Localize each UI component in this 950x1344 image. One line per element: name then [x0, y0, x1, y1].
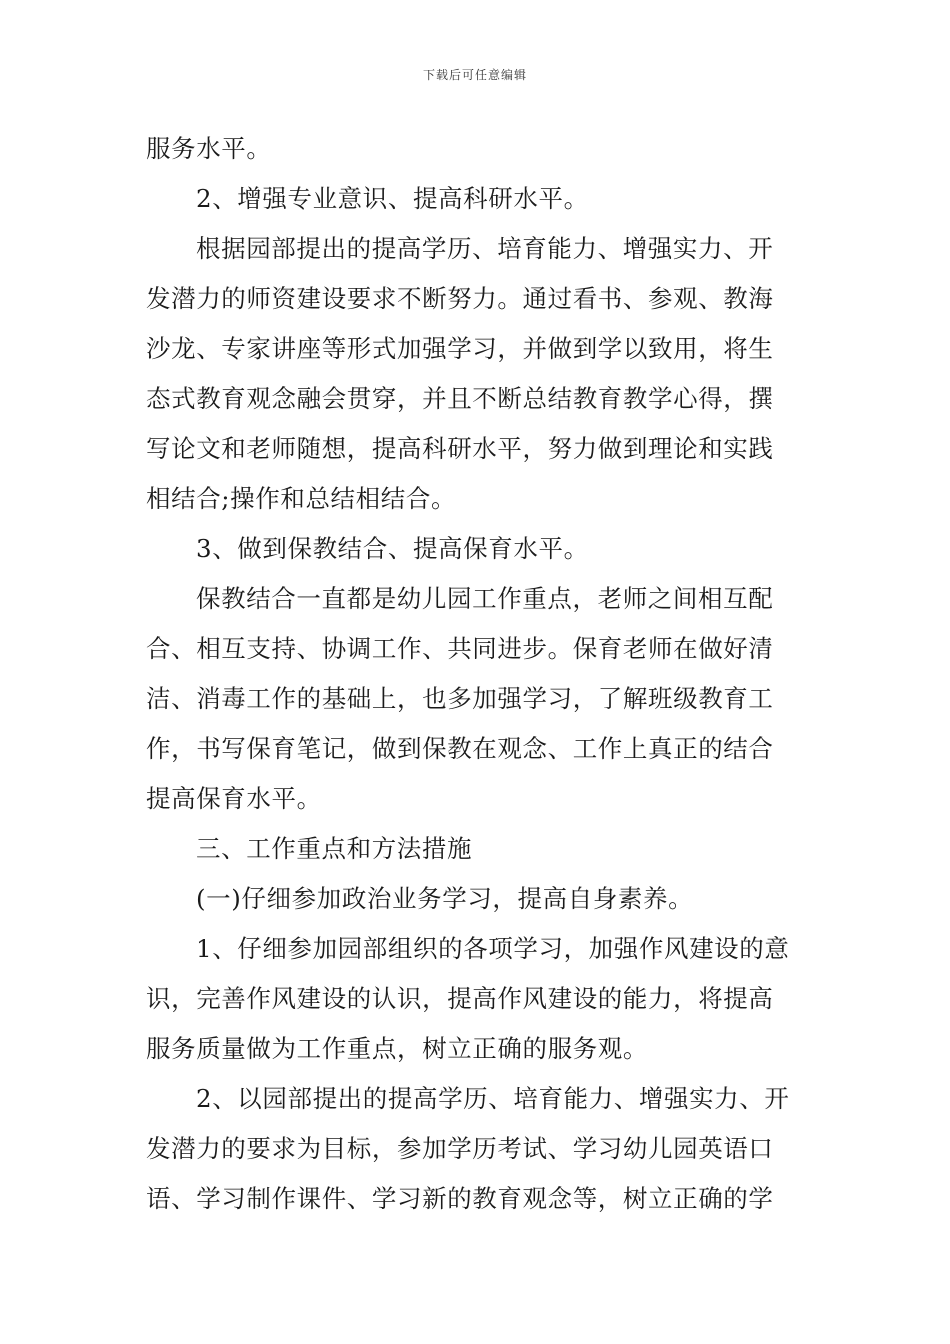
page-header: 下载后可任意编辑	[422, 68, 527, 82]
text-line: 服务水平。	[146, 134, 272, 163]
text-line: 发潜力的师资建设要求不断努力。通过看书、参观、教海	[146, 284, 774, 313]
text-line: (一)仔细参加政治业务学习，提高自身素养。	[196, 884, 694, 913]
text-line: 洁、消毒工作的基础上，也多加强学习，了解班级教育工	[146, 684, 774, 713]
text-line: 发潜力的要求为目标，参加学历考试、学习幼儿园英语口	[146, 1134, 774, 1163]
text-line: 合、相互支持、协调工作、共同进步。保育老师在做好清	[146, 634, 774, 663]
text-line: 写论文和老师随想，提高科研水平，努力做到理论和实践	[146, 434, 774, 463]
text-line: 提高保育水平。	[146, 784, 322, 813]
document-body	[146, 124, 810, 1224]
text-line: 服务质量做为工作重点，树立正确的服务观。	[146, 1034, 648, 1063]
text-line: 作，书写保育笔记，做到保教在观念、工作上真正的结合	[146, 734, 774, 763]
text-line: 识，完善作风建设的认识，提高作风建设的能力，将提高	[146, 984, 774, 1013]
text-line: 保教结合一直都是幼儿园工作重点，老师之间相互配	[196, 584, 774, 613]
text-line: 2、增强专业意识、提高科研水平。	[196, 184, 589, 213]
text-line: 3、做到保教结合、提高保育水平。	[196, 534, 589, 563]
text-line: 沙龙、专家讲座等形式加强学习，并做到学以致用，将生	[146, 334, 774, 363]
text-line: 1、仔细参加园部组织的各项学习，加强作风建设的意	[196, 934, 790, 963]
text-line: 2、以园部提出的提高学历、培育能力、增强实力、开	[196, 1084, 790, 1113]
text-line: 相结合;操作和总结相结合。	[146, 484, 457, 513]
text-line: 语、学习制作课件、学习新的教育观念等，树立正确的学	[146, 1184, 774, 1213]
text-line: 根据园部提出的提高学历、培育能力、增强实力、开	[196, 234, 774, 263]
text-line: 态式教育观念融会贯穿，并且不断总结教育教学心得，撰	[146, 384, 774, 413]
text-line: 三、工作重点和方法措施	[196, 834, 473, 863]
